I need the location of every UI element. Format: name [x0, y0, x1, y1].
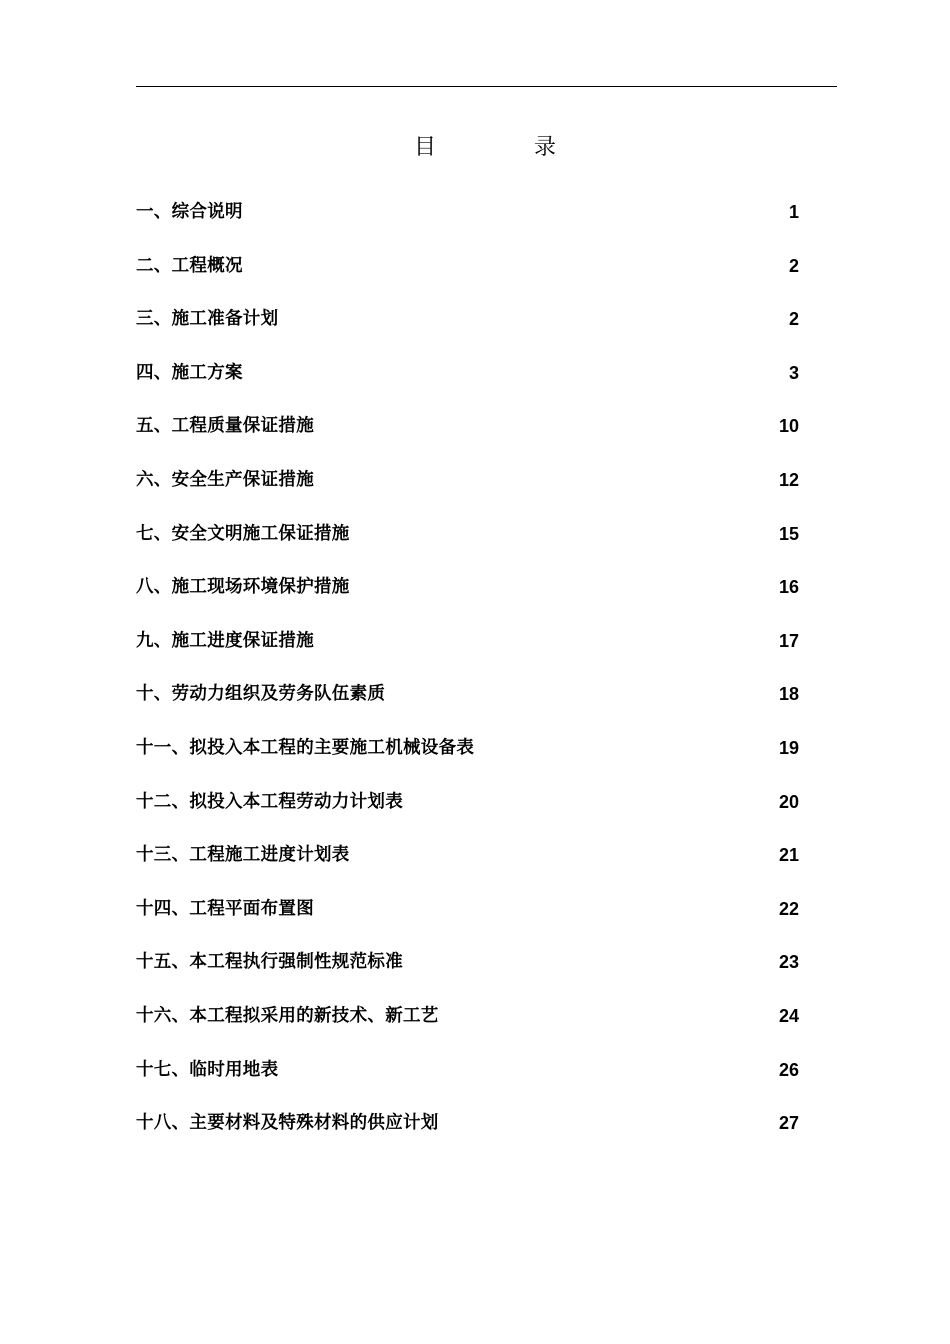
- toc-entry-9[interactable]: [136, 623, 799, 677]
- toc-entry-page: 16: [778, 577, 799, 598]
- toc-entry-label: 三、施工准备计划: [136, 309, 279, 330]
- toc-entry-3[interactable]: [136, 301, 799, 355]
- toc-entry-label: 五、工程质量保证措施: [136, 416, 314, 437]
- toc-entry-label: 四、施工方案: [136, 362, 243, 383]
- toc-entry-8[interactable]: [136, 569, 799, 623]
- toc-entry-label: 七、安全文明施工保证措施: [136, 523, 350, 544]
- toc-entry-1[interactable]: [136, 194, 799, 248]
- toc-title-char-2: 录: [534, 135, 557, 160]
- toc-entry-label: 八、施工现场环境保护措施: [136, 577, 350, 598]
- toc-entry-6[interactable]: [136, 462, 799, 516]
- toc-entry-10[interactable]: [136, 676, 799, 730]
- toc-entry-page: 2: [788, 309, 799, 330]
- toc-entry-label: 十六、本工程拟采用的新技术、新工艺: [136, 1005, 439, 1026]
- toc-list: [136, 194, 799, 1159]
- toc-entry-2[interactable]: [136, 248, 799, 302]
- toc-entry-5[interactable]: [136, 408, 799, 462]
- toc-entry-label: 十一、拟投入本工程的主要施工机械设备表: [136, 737, 475, 758]
- toc-entry-label: 一、综合说明: [136, 202, 243, 222]
- toc-entry-11[interactable]: [136, 730, 799, 784]
- toc-entry-page: 10: [778, 416, 799, 437]
- toc-entry-page: 15: [778, 523, 799, 544]
- toc-entry-label: 六、安全生产保证措施: [136, 469, 314, 490]
- toc-entry-page: 26: [778, 1059, 799, 1080]
- toc-entry-label: 十五、本工程执行强制性规范标准: [136, 952, 403, 973]
- toc-entry-label: 九、施工进度保证措施: [136, 630, 314, 651]
- toc-entry-4[interactable]: [136, 355, 799, 409]
- toc-entry-page: 24: [778, 1005, 799, 1026]
- toc-entry-page: 12: [778, 469, 799, 490]
- toc-entry-label: 十七、临时用地表: [136, 1059, 279, 1080]
- toc-entry-page: 18: [778, 684, 799, 705]
- toc-entry-page: 2: [788, 255, 799, 276]
- toc-entry-page: 21: [778, 845, 799, 866]
- toc-entry-label: 十、劳动力组织及劳务队伍素质: [136, 684, 386, 705]
- toc-entry-15[interactable]: [136, 944, 799, 998]
- toc-entry-12[interactable]: [136, 784, 799, 838]
- toc-entry-label: 十三、工程施工进度计划表: [136, 845, 350, 866]
- toc-entry-page: 1: [788, 202, 799, 222]
- toc-entry-label: 十八、主要材料及特殊材料的供应计划: [136, 1113, 439, 1134]
- toc-entry-page: 3: [788, 362, 799, 383]
- toc-entry-page: 19: [778, 737, 799, 758]
- toc-entry-7[interactable]: [136, 516, 799, 570]
- toc-entry-13[interactable]: [136, 837, 799, 891]
- toc-entry-18[interactable]: [136, 1105, 799, 1159]
- toc-entry-page: 20: [778, 791, 799, 812]
- toc-entry-14[interactable]: [136, 891, 799, 945]
- toc-entry-label: 十四、工程平面布置图: [136, 898, 314, 919]
- toc-entry-label: 二、工程概况: [136, 255, 243, 276]
- toc-entry-page: 23: [778, 952, 799, 973]
- toc-title: [0, 132, 950, 164]
- header-rule: [136, 86, 837, 87]
- toc-entry-page: 27: [778, 1113, 799, 1134]
- toc-entry-16[interactable]: [136, 998, 799, 1052]
- toc-entry-page: 17: [778, 630, 799, 651]
- toc-title-char-1: 目: [414, 135, 437, 160]
- toc-entry-page: 22: [778, 898, 799, 919]
- toc-entry-label: 十二、拟投入本工程劳动力计划表: [136, 791, 403, 812]
- toc-entry-17[interactable]: [136, 1052, 799, 1106]
